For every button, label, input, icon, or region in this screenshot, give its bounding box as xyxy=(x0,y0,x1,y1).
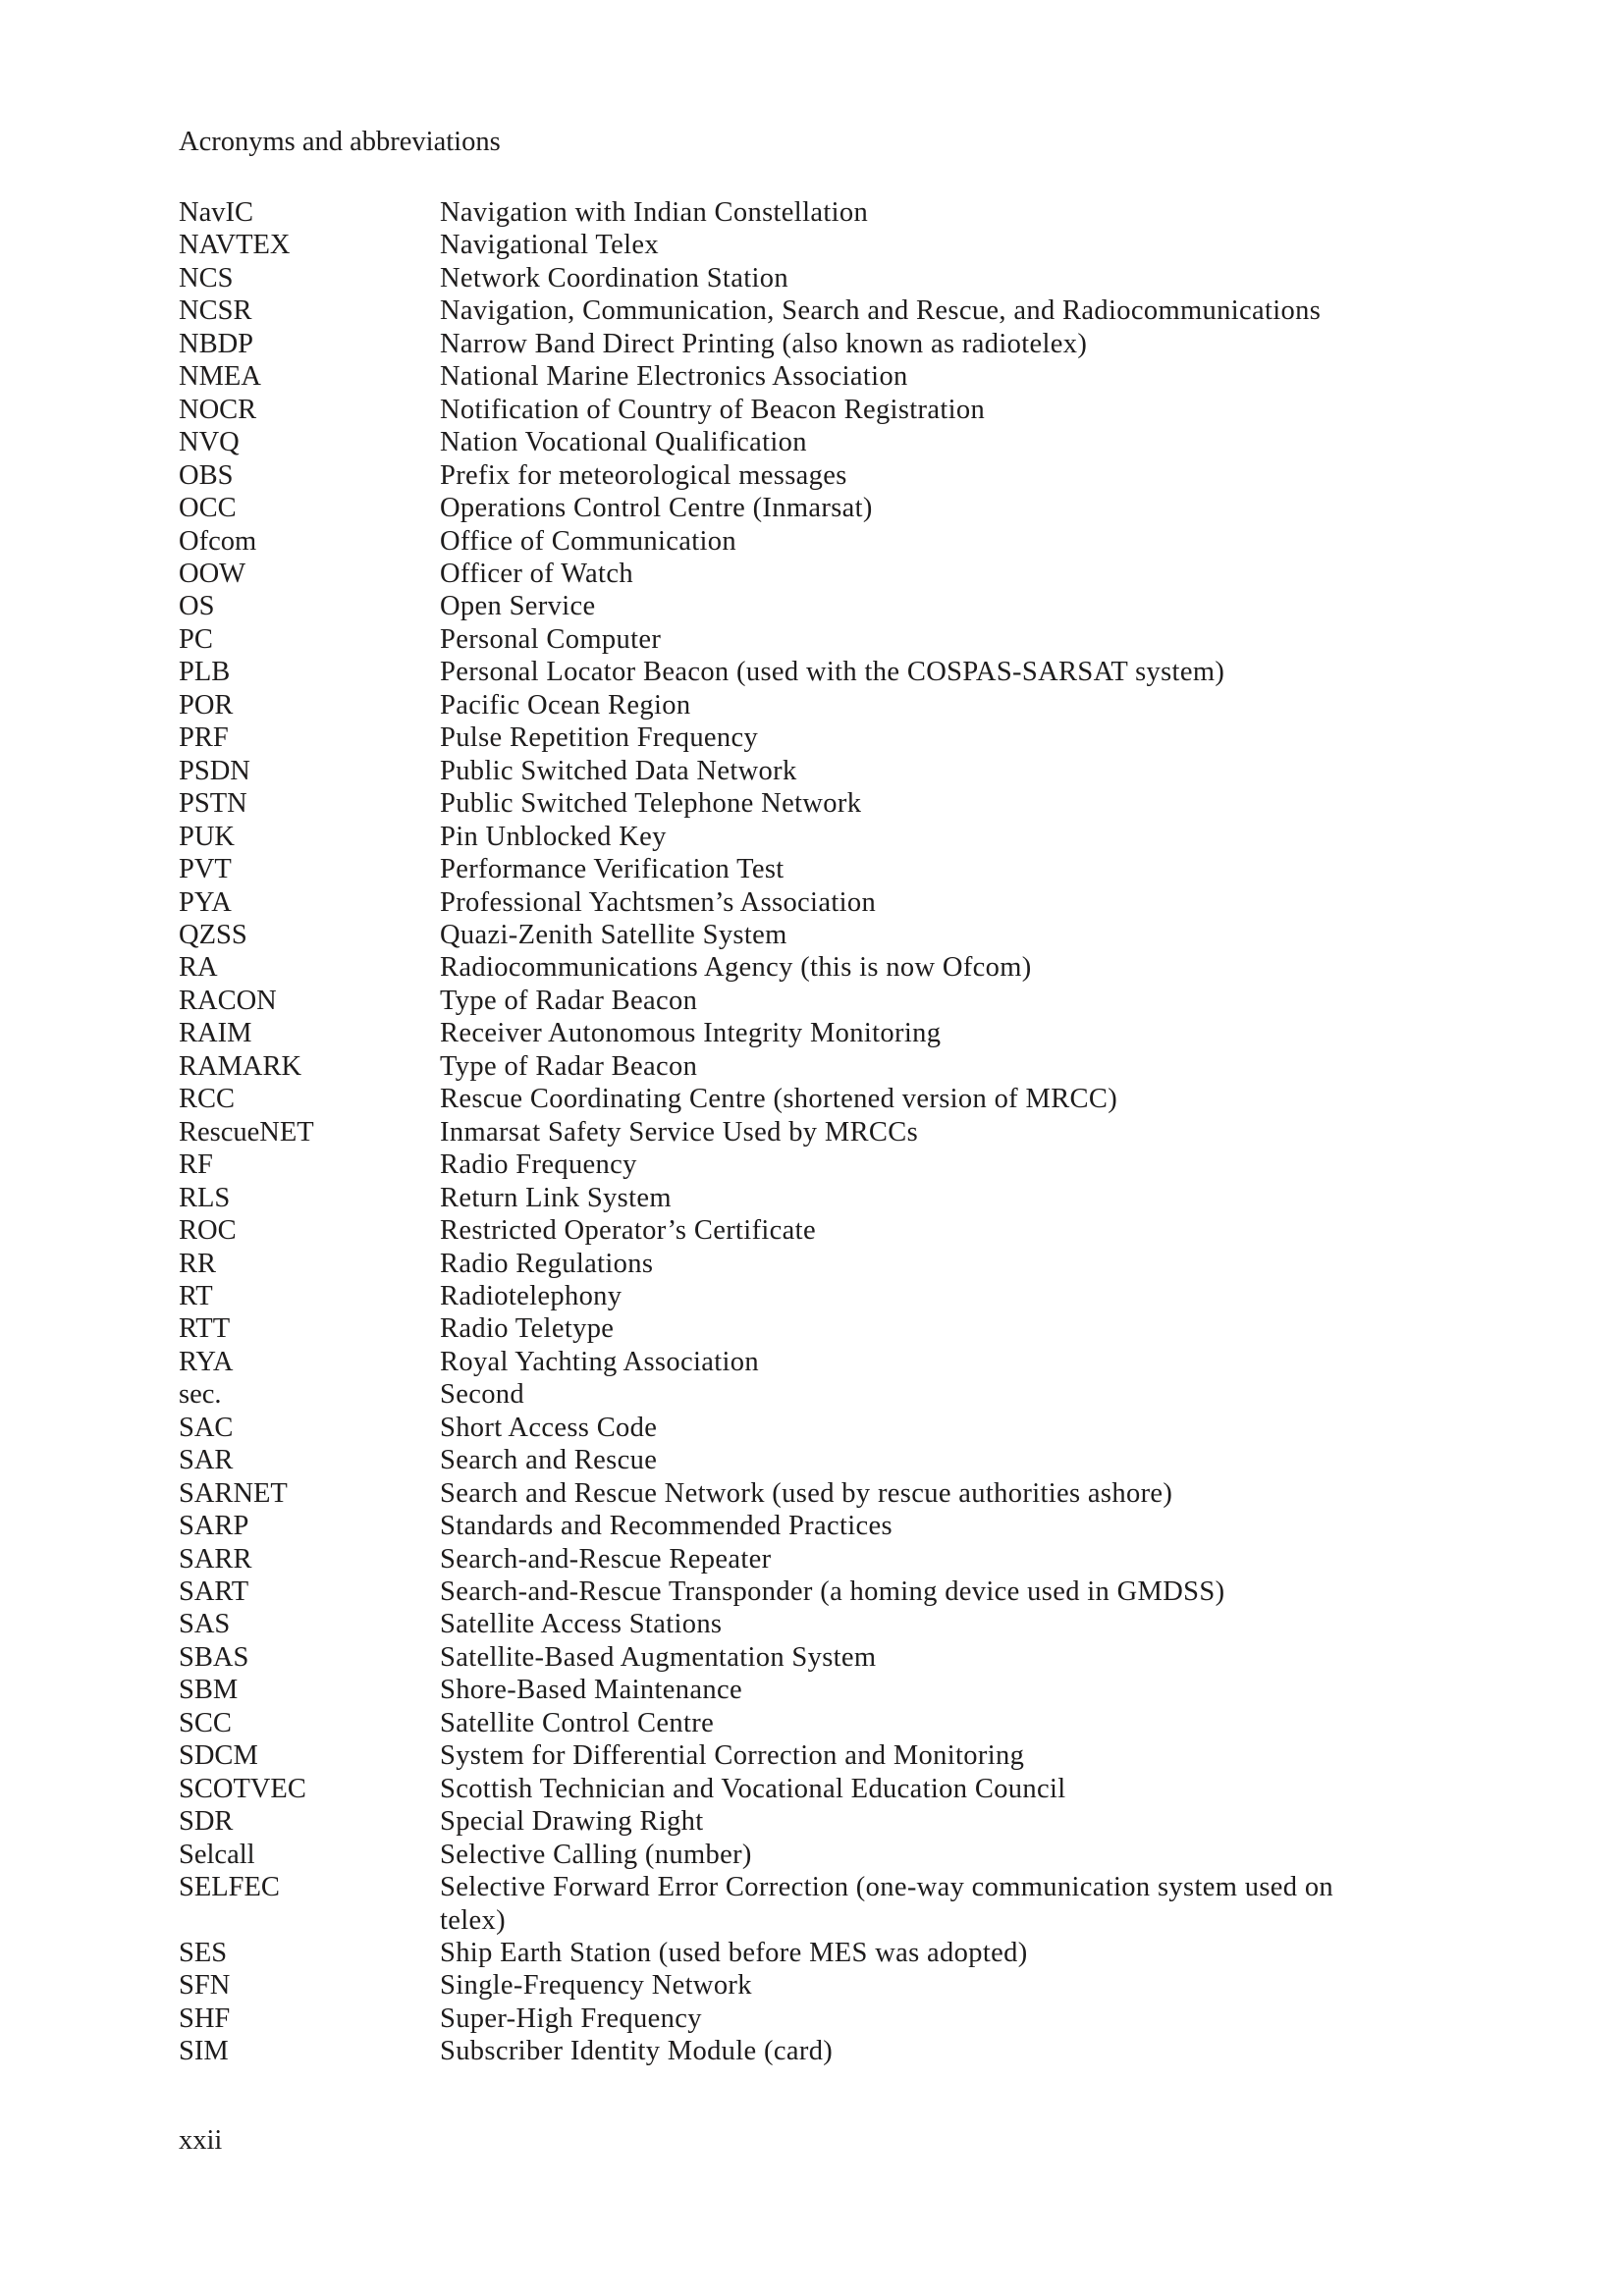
acronym-term: RAMARK xyxy=(179,1050,302,1082)
acronym-term: Selcall xyxy=(179,1839,255,1870)
acronym-entry xyxy=(179,919,1445,951)
definition-line: Inmarsat Safety Service Used by MRCCs xyxy=(440,1116,919,1148)
acronym-term: SART xyxy=(179,1576,249,1608)
acronym-definition xyxy=(440,2035,1432,2067)
definition-line: Selective Forward Error Correction (one-way communication system used on xyxy=(440,1872,1334,1903)
acronym-definition xyxy=(440,787,1432,820)
definition-line: Satellite Access Stations xyxy=(440,1609,723,1640)
acronym-entry xyxy=(179,196,1445,229)
acronym-entry xyxy=(179,2002,1445,2035)
acronym-entry xyxy=(179,721,1445,754)
acronym-definition xyxy=(440,1937,1432,1969)
definition-line: Radio Teletype xyxy=(440,1313,615,1345)
acronym-definition xyxy=(440,689,1432,721)
acronym-entry xyxy=(179,1346,1445,1378)
acronym-definition xyxy=(440,1773,1432,1805)
acronym-term: SAR xyxy=(179,1445,234,1476)
acronym-entry xyxy=(179,328,1445,360)
acronym-entry xyxy=(179,985,1445,1017)
acronym-entry xyxy=(179,590,1445,622)
acronym-definition xyxy=(440,328,1432,360)
acronym-entry xyxy=(179,1543,1445,1575)
definition-line: Satellite-Based Augmentation System xyxy=(440,1641,877,1673)
acronym-entry xyxy=(179,2035,1445,2067)
acronym-definition xyxy=(440,853,1432,885)
definition-line: Receiver Autonomous Integrity Monitoring xyxy=(440,1018,942,1049)
definition-line: Operations Control Centre (Inmarsat) xyxy=(440,493,873,524)
acronym-definition xyxy=(440,262,1432,294)
definition-line: Public Switched Data Network xyxy=(440,755,797,786)
definition-line: Performance Verification Test xyxy=(440,854,785,885)
definition-line: Public Switched Telephone Network xyxy=(440,788,862,820)
acronym-entry xyxy=(179,1412,1445,1444)
acronym-term: NCSR xyxy=(179,295,252,327)
definition-line: Type of Radar Beacon xyxy=(440,985,698,1016)
acronym-definition xyxy=(440,394,1432,426)
acronym-term: SAC xyxy=(179,1412,234,1443)
acronym-term: SBM xyxy=(179,1675,239,1706)
acronym-entry xyxy=(179,294,1445,327)
acronym-definition xyxy=(440,229,1432,261)
acronym-entry xyxy=(179,1248,1445,1280)
acronym-term: SHF xyxy=(179,2002,231,2034)
acronym-definition xyxy=(440,2002,1432,2035)
acronym-definition xyxy=(440,360,1432,393)
acronym-entry xyxy=(179,1477,1445,1510)
definition-line: Narrow Band Direct Printing (also known as radiotelex) xyxy=(440,328,1088,359)
acronym-definition xyxy=(440,1839,1432,1871)
acronym-definition xyxy=(440,426,1432,458)
definition-line: Type of Radar Beacon xyxy=(440,1050,698,1082)
acronym-entry xyxy=(179,1116,1445,1148)
acronym-term: OBS xyxy=(179,459,234,491)
acronym-definition xyxy=(440,755,1432,787)
acronym-definition xyxy=(440,1543,1432,1575)
acronym-definition xyxy=(440,525,1432,558)
acronym-entry xyxy=(179,525,1445,558)
acronym-term: NBDP xyxy=(179,328,254,359)
acronym-definition xyxy=(440,1050,1432,1083)
definition-line: Prefix for meteorological messages xyxy=(440,459,847,491)
acronym-entry xyxy=(179,1641,1445,1674)
acronym-term: SCC xyxy=(179,1707,232,1738)
acronym-entry xyxy=(179,492,1445,524)
acronym-term: RACON xyxy=(179,985,277,1016)
acronym-term: sec. xyxy=(179,1379,222,1411)
definition-line: Short Access Code xyxy=(440,1412,658,1443)
acronym-definition xyxy=(440,558,1432,590)
acronym-definition xyxy=(440,1510,1432,1542)
acronym-term: RescueNET xyxy=(179,1116,314,1148)
acronym-entry xyxy=(179,1280,1445,1312)
acronym-entry xyxy=(179,951,1445,984)
definition-line: Notification of Country of Beacon Registration xyxy=(440,394,986,425)
acronym-term: PUK xyxy=(179,821,236,852)
definition-line: Single-Frequency Network xyxy=(440,1970,752,2002)
acronym-definition xyxy=(440,1248,1432,1280)
acronym-term: OS xyxy=(179,591,215,622)
acronym-term: SAS xyxy=(179,1609,231,1640)
acronym-term: QZSS xyxy=(179,919,247,950)
definition-line: Scottish Technician and Vocational Education Council xyxy=(440,1773,1066,1804)
acronym-term: PSDN xyxy=(179,755,250,786)
acronym-definition xyxy=(440,1641,1432,1674)
acronym-definition xyxy=(440,590,1432,622)
acronym-definition xyxy=(440,985,1432,1017)
acronym-term: RTT xyxy=(179,1313,231,1345)
acronym-term: SFN xyxy=(179,1970,231,2002)
acronym-entry xyxy=(179,853,1445,885)
acronym-definition xyxy=(440,1312,1432,1345)
acronym-entry xyxy=(179,656,1445,688)
acronym-term: PC xyxy=(179,623,213,655)
acronym-term: RF xyxy=(179,1149,213,1181)
acronym-entry xyxy=(179,1083,1445,1115)
acronym-term: NMEA xyxy=(179,361,261,393)
acronym-term: NAVTEX xyxy=(179,230,291,261)
acronym-definition xyxy=(440,821,1432,853)
acronym-entry xyxy=(179,1182,1445,1214)
definition-line: Special Drawing Right xyxy=(440,1806,704,1838)
acronym-definition xyxy=(440,656,1432,688)
acronym-term: SCOTVEC xyxy=(179,1773,306,1804)
definition-line: Search-and-Rescue Repeater xyxy=(440,1543,772,1575)
definition-line: Navigation, Communication, Search and Rescue, and Radiocommunications xyxy=(440,295,1322,327)
definition-line: Search and Rescue xyxy=(440,1445,658,1476)
definition-line: Radio Regulations xyxy=(440,1248,654,1279)
definition-line: Super-High Frequency xyxy=(440,2002,702,2034)
acronym-term: SBAS xyxy=(179,1641,249,1673)
definition-line: Standards and Recommended Practices xyxy=(440,1511,893,1542)
acronym-entry xyxy=(179,1674,1445,1706)
definition-line: Navigation with Indian Constellation xyxy=(440,197,869,228)
acronym-term: SARP xyxy=(179,1511,249,1542)
definition-line: Personal Computer xyxy=(440,623,662,655)
acronym-entry xyxy=(179,1707,1445,1739)
acronym-definition xyxy=(440,196,1432,229)
acronym-term: SDCM xyxy=(179,1740,258,1772)
definition-line: Pulse Repetition Frequency xyxy=(440,722,759,754)
acronym-definition xyxy=(440,1739,1432,1772)
definition-line: Rescue Coordinating Centre (shortened version of MRCC) xyxy=(440,1084,1118,1115)
acronym-entry xyxy=(179,1969,1445,2002)
acronym-entry xyxy=(179,1839,1445,1871)
definition-line: Royal Yachting Association xyxy=(440,1346,759,1377)
acronym-entry xyxy=(179,1312,1445,1345)
acronym-definition xyxy=(440,1214,1432,1247)
acronym-definition xyxy=(440,294,1432,327)
definition-line: Professional Yachtsmen’s Association xyxy=(440,886,877,918)
acronym-term: RCC xyxy=(179,1084,236,1115)
acronym-entry xyxy=(179,1937,1445,1969)
acronym-definition xyxy=(440,1805,1432,1838)
acronym-entry xyxy=(179,755,1445,787)
acronym-entry xyxy=(179,1871,1445,1937)
definition-line: Open Service xyxy=(440,591,596,622)
acronym-entry xyxy=(179,623,1445,656)
page-number: xxii xyxy=(179,2125,223,2156)
definition-line: Shore-Based Maintenance xyxy=(440,1675,742,1706)
acronym-term: OOW xyxy=(179,558,246,589)
definition-line: Pacific Ocean Region xyxy=(440,689,691,721)
acronym-term: NavIC xyxy=(179,197,253,228)
definition-line: Radiotelephony xyxy=(440,1280,623,1311)
acronym-definition xyxy=(440,1608,1432,1640)
acronym-entry xyxy=(179,1444,1445,1476)
acronym-definition xyxy=(440,919,1432,951)
acronym-entry xyxy=(179,1148,1445,1181)
acronym-definition xyxy=(440,1346,1432,1378)
acronym-entry xyxy=(179,787,1445,820)
acronym-definition xyxy=(440,1444,1432,1476)
acronym-entry xyxy=(179,1214,1445,1247)
acronym-entry xyxy=(179,394,1445,426)
definition-line: Network Coordination Station xyxy=(440,262,788,294)
acronym-term: NCS xyxy=(179,262,234,294)
acronym-term: ROC xyxy=(179,1215,237,1247)
definition-line: telex) xyxy=(440,1904,506,1936)
acronym-term: PYA xyxy=(179,886,232,918)
definition-line: National Marine Electronics Association xyxy=(440,361,908,393)
acronym-definition xyxy=(440,1017,1432,1049)
definition-line: Radiocommunications Agency (this is now Ofcom) xyxy=(440,952,1032,984)
acronym-term: RA xyxy=(179,952,218,984)
acronym-term: SDR xyxy=(179,1806,234,1838)
acronym-entry xyxy=(179,459,1445,492)
acronym-definition xyxy=(440,1378,1432,1411)
definition-line: Ship Earth Station (used before MES was adopted) xyxy=(440,1938,1028,1969)
definition-line: Office of Communication xyxy=(440,525,736,557)
acronym-list xyxy=(179,196,1445,2068)
acronym-definition xyxy=(440,951,1432,984)
acronym-entry xyxy=(179,1017,1445,1049)
acronym-definition xyxy=(440,1116,1432,1148)
acronym-term: RT xyxy=(179,1280,213,1311)
acronym-entry xyxy=(179,1050,1445,1083)
acronym-definition xyxy=(440,1083,1432,1115)
acronym-term: PLB xyxy=(179,657,231,688)
definition-line: Officer of Watch xyxy=(440,558,633,589)
acronym-definition xyxy=(440,492,1432,524)
acronym-term: PVT xyxy=(179,854,232,885)
definition-line: Subscriber Identity Module (card) xyxy=(440,2036,834,2067)
definition-line: Satellite Control Centre xyxy=(440,1707,715,1738)
definition-line: Selective Calling (number) xyxy=(440,1839,752,1870)
acronym-term: PSTN xyxy=(179,788,247,820)
acronym-term: OCC xyxy=(179,493,237,524)
acronym-entry xyxy=(179,229,1445,261)
definition-line: Navigational Telex xyxy=(440,230,660,261)
acronym-term: Ofcom xyxy=(179,525,257,557)
acronym-entry xyxy=(179,1608,1445,1640)
acronym-term: RLS xyxy=(179,1182,231,1213)
acronym-entry xyxy=(179,1773,1445,1805)
acronym-definition xyxy=(440,1280,1432,1312)
acronym-term: SARR xyxy=(179,1543,252,1575)
acronym-entry xyxy=(179,558,1445,590)
acronym-entry xyxy=(179,1510,1445,1542)
definition-line: Quazi-Zenith Satellite System xyxy=(440,919,787,950)
acronym-definition xyxy=(440,1148,1432,1181)
acronym-definition xyxy=(440,721,1432,754)
definition-line: Restricted Operator’s Certificate xyxy=(440,1215,816,1247)
definition-line: Return Link System xyxy=(440,1182,672,1213)
acronym-term: RYA xyxy=(179,1346,234,1377)
acronym-entry xyxy=(179,1805,1445,1838)
acronym-definition xyxy=(440,1674,1432,1706)
acronym-definition xyxy=(440,623,1432,656)
definition-line: Pin Unblocked Key xyxy=(440,821,667,852)
acronym-definition xyxy=(440,886,1432,919)
acronym-entry xyxy=(179,426,1445,458)
acronym-entry xyxy=(179,886,1445,919)
definition-line: System for Differential Correction and Monitoring xyxy=(440,1740,1025,1772)
acronym-entry xyxy=(179,1378,1445,1411)
acronym-definition xyxy=(440,1182,1432,1214)
acronym-term: PRF xyxy=(179,722,229,754)
acronym-definition xyxy=(440,1575,1432,1608)
acronym-term: SIM xyxy=(179,2036,229,2067)
acronym-definition xyxy=(440,1707,1432,1739)
acronym-entry xyxy=(179,821,1445,853)
acronym-entry xyxy=(179,360,1445,393)
acronym-definition xyxy=(440,459,1432,492)
acronym-term: RAIM xyxy=(179,1018,252,1049)
definition-line: Search-and-Rescue Transponder (a homing device used in GMDSS) xyxy=(440,1576,1225,1608)
acronym-term: NOCR xyxy=(179,394,257,425)
acronym-definition xyxy=(440,1477,1432,1510)
acronym-term: SELFEC xyxy=(179,1872,280,1903)
acronym-definition xyxy=(440,1412,1432,1444)
acronym-term: NVQ xyxy=(179,427,240,458)
definition-line: Search and Rescue Network (used by rescue authorities ashore) xyxy=(440,1477,1173,1509)
acronym-entry xyxy=(179,1739,1445,1772)
definition-line: Second xyxy=(440,1379,524,1411)
acronym-entry xyxy=(179,262,1445,294)
acronym-entry xyxy=(179,689,1445,721)
acronym-term: SES xyxy=(179,1938,228,1969)
acronym-term: POR xyxy=(179,689,234,721)
definition-line: Radio Frequency xyxy=(440,1149,637,1181)
acronym-definition xyxy=(440,1871,1432,1937)
acronym-entry xyxy=(179,1575,1445,1608)
definition-line: Personal Locator Beacon (used with the COSPAS-SARSAT system) xyxy=(440,657,1225,688)
acronym-term: RR xyxy=(179,1248,217,1279)
acronym-term: SARNET xyxy=(179,1477,288,1509)
page-title: Acronyms and abbreviations xyxy=(179,127,501,157)
definition-line: Nation Vocational Qualification xyxy=(440,427,807,458)
acronym-definition xyxy=(440,1969,1432,2002)
